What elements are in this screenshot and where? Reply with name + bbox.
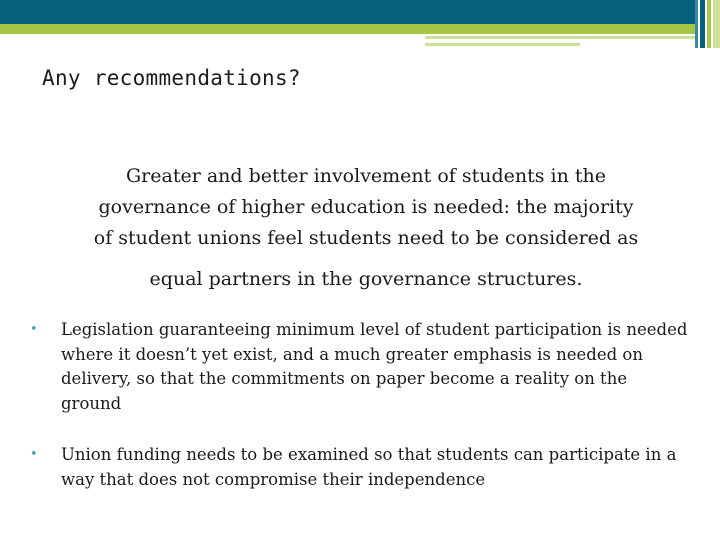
bullet-icon: • xyxy=(30,447,38,462)
list-item xyxy=(28,443,688,492)
bullet-text: Union funding needs to be examined so that students can participate in a way that does not compromise their independence xyxy=(61,445,677,489)
bullet-icon: • xyxy=(30,322,38,337)
accent-line xyxy=(425,43,580,46)
list-item xyxy=(28,318,688,416)
intro-paragraph xyxy=(60,161,672,295)
slide-title: Any recommendations? xyxy=(42,66,301,90)
intro-line: of student unions feel students need to be considered as xyxy=(93,227,639,249)
intro-line: governance of higher education is needed: the majority xyxy=(98,196,634,218)
accent-line xyxy=(425,36,695,39)
bullet-text: Legislation guaranteeing minimum level of student participation is needed where it doesn’t yet exist, and a much greater emphasis is needed on delivery, so that the commitments on paper become a reality on the ground xyxy=(61,320,688,413)
header-bar xyxy=(0,0,695,24)
bullet-list xyxy=(28,318,688,492)
corner-stripes xyxy=(695,0,720,48)
header-accent-band xyxy=(0,24,695,34)
intro-line: equal partners in the governance structures. xyxy=(149,268,583,290)
intro-line: Greater and better involvement of students in the xyxy=(125,165,607,187)
